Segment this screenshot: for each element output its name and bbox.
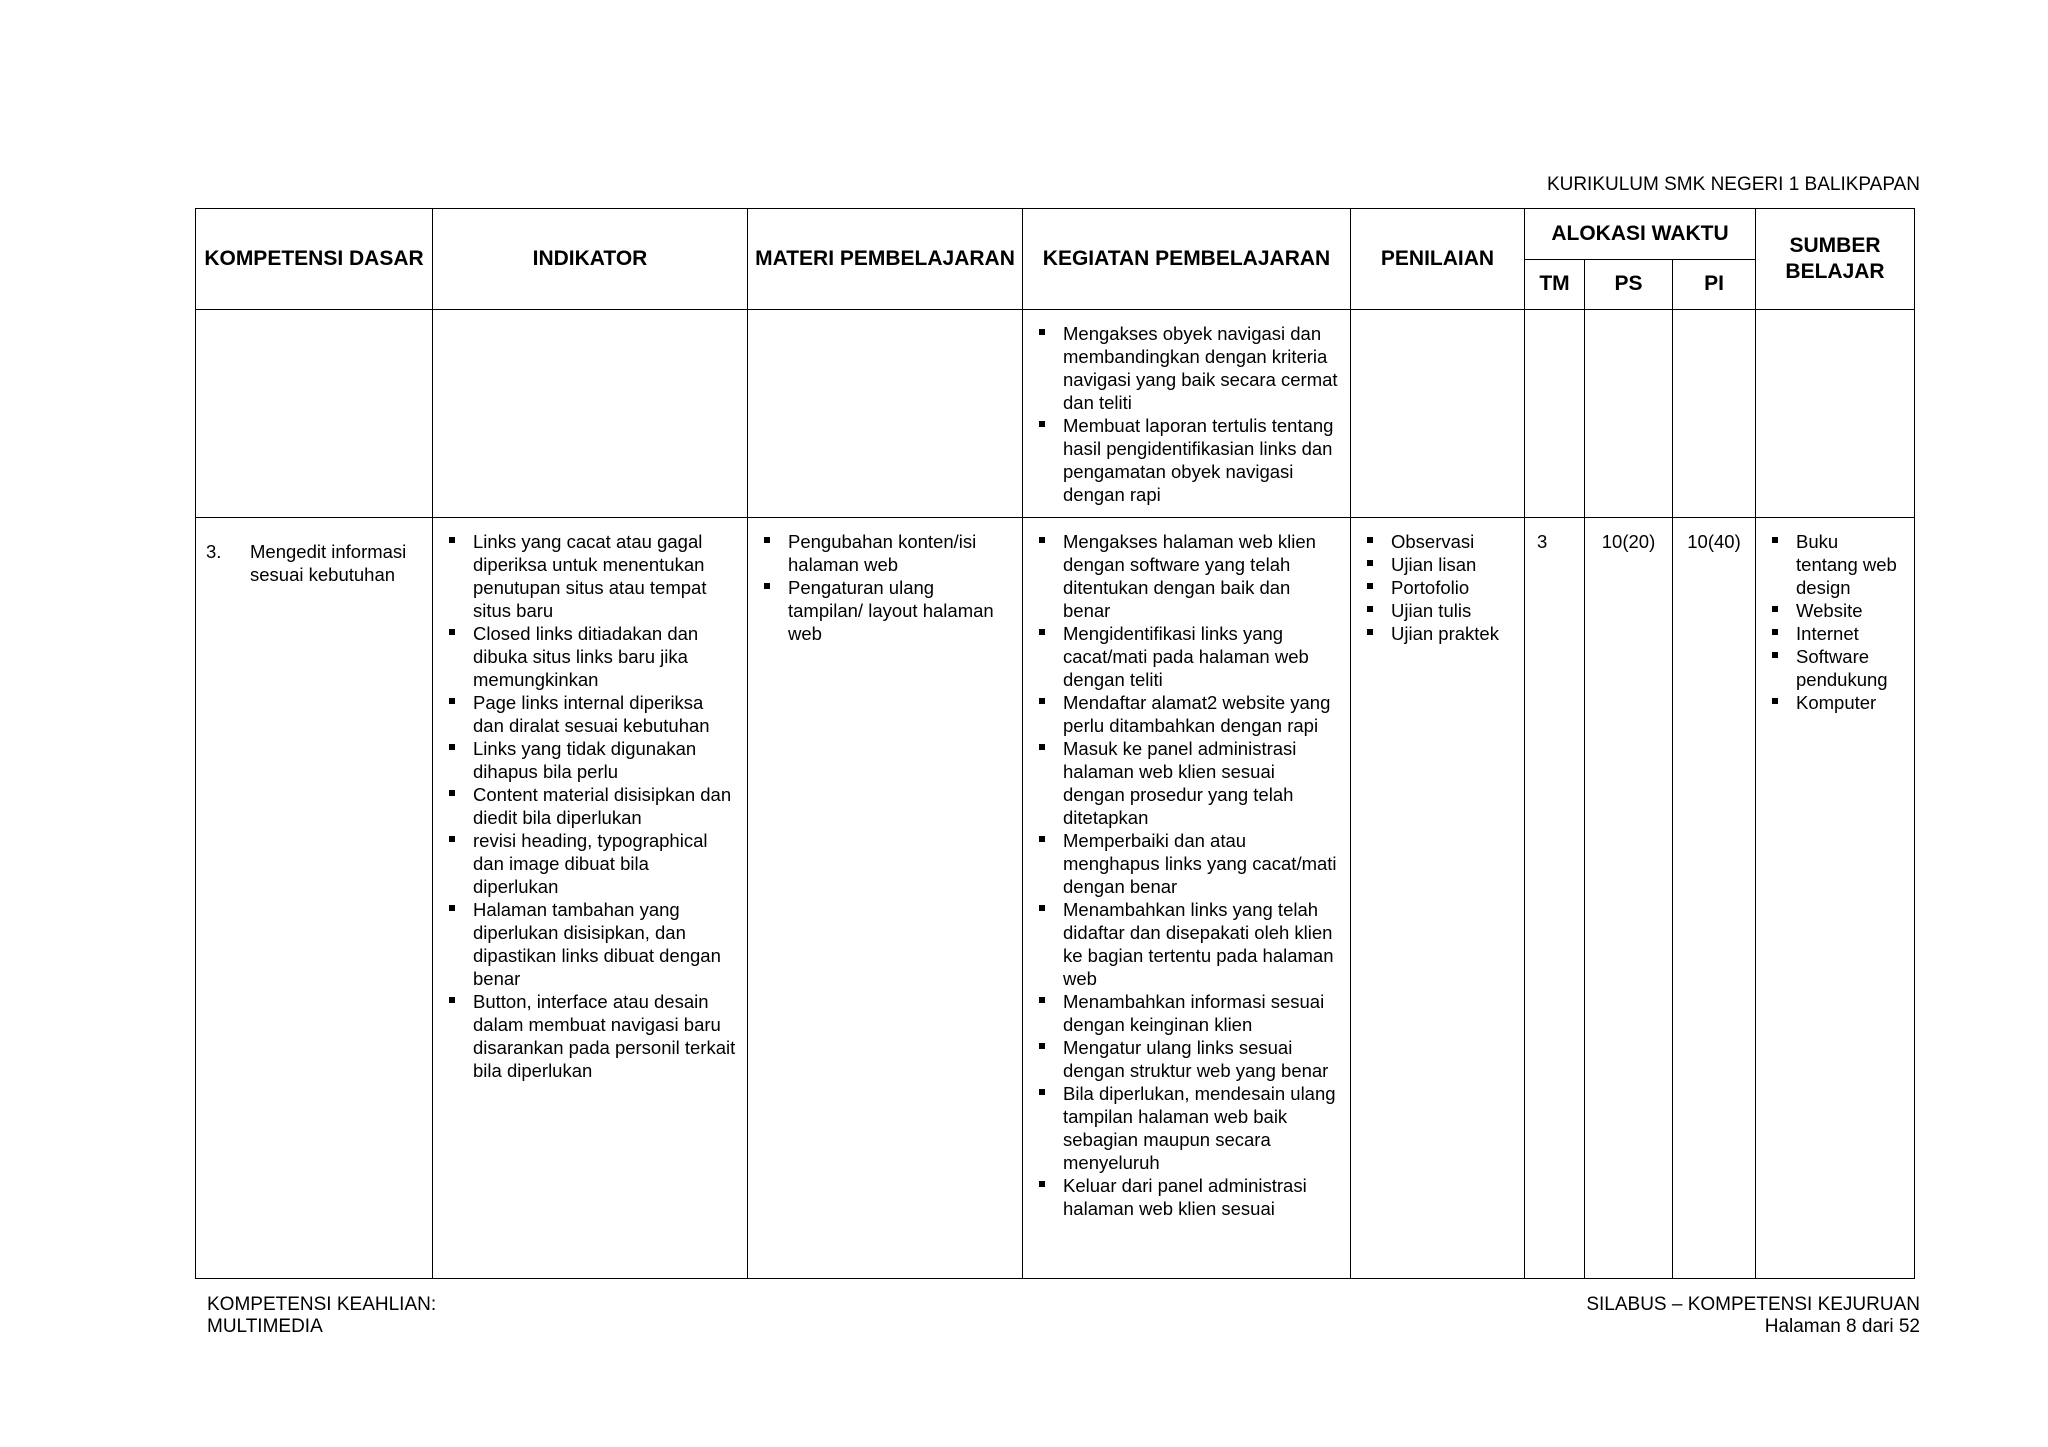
list-item: Content material disisipkan dan diedit bila diperlukan — [443, 783, 737, 829]
materi-list — [758, 530, 1012, 645]
list-item: Website — [1766, 599, 1904, 622]
header-ps: PS — [1585, 259, 1673, 310]
pi-value: 10(40) — [1687, 531, 1741, 552]
cell-materi — [748, 518, 1023, 1279]
list-item: revisi heading, typographical dan image dibuat bila diperlukan — [443, 829, 737, 898]
list-item: Links yang cacat atau gagal diperiksa untuk menentukan penutupan situs atau tempat situs baru — [443, 530, 737, 622]
cell-empty — [433, 310, 748, 518]
cell-indikator — [433, 518, 748, 1279]
list-item: Software pendukung — [1766, 645, 1904, 691]
list-item: Ujian lisan — [1361, 553, 1514, 576]
tm-value: 3 — [1537, 531, 1548, 552]
cell-sumber-belajar — [1756, 518, 1915, 1279]
cell-empty — [1351, 310, 1525, 518]
penilaian-list — [1361, 530, 1514, 645]
header-kegiatan: KEGIATAN PEMBELAJARAN — [1023, 209, 1351, 310]
footer-silabus — [1586, 1294, 1920, 1338]
cell-ps — [1585, 518, 1673, 1279]
header-indikator: INDIKATOR — [433, 209, 748, 310]
sumber-list — [1766, 530, 1904, 714]
list-item: Bila diperlukan, mendesain ulang tampilan halaman web baik sebagian maupun secara menyeluruh — [1033, 1082, 1340, 1174]
list-item: Mengatur ulang links sesuai dengan struktur web yang benar — [1033, 1036, 1340, 1082]
list-item: Komputer — [1766, 691, 1904, 714]
list-item: Pengaturan ulang tampilan/ layout halaman web — [758, 576, 1012, 645]
list-item: Pengubahan konten/isi halaman web — [758, 530, 1012, 576]
kegiatan-continued-list — [1033, 322, 1340, 506]
header-penilaian: PENILAIAN — [1351, 209, 1525, 310]
kd-text: Mengedit informasi sesuai kebutuhan — [250, 541, 407, 585]
header-materi: MATERI PEMBELAJARAN — [748, 209, 1023, 310]
list-item: Mengidentifikasi links yang cacat/mati pada halaman web dengan teliti — [1033, 622, 1340, 691]
list-item: Observasi — [1361, 530, 1514, 553]
list-item: Page links internal diperiksa dan diralat sesuai kebutuhan — [443, 691, 737, 737]
cell-kegiatan — [1023, 518, 1351, 1279]
ps-value: 10(20) — [1601, 531, 1656, 552]
header-kompetensi-dasar: KOMPETENSI DASAR — [196, 209, 433, 310]
list-item: Keluar dari panel administrasi halaman web klien sesuai — [1033, 1174, 1340, 1220]
list-item: Mengakses halaman web klien dengan software yang telah ditentukan dengan baik dan benar — [1033, 530, 1340, 622]
footer-label: KOMPETENSI KEAHLIAN: — [207, 1294, 437, 1315]
cell-empty — [1525, 310, 1585, 518]
footer-program: MULTIMEDIA — [207, 1316, 323, 1337]
cell-kegiatan-continued — [1023, 310, 1351, 518]
header-sumber-belajar: SUMBER BELAJAR — [1756, 209, 1915, 310]
cell-empty — [1673, 310, 1756, 518]
list-item: Ujian praktek — [1361, 622, 1514, 645]
cell-empty — [1756, 310, 1915, 518]
cell-penilaian — [1351, 518, 1525, 1279]
cell-empty — [1585, 310, 1673, 518]
list-item: Halaman tambahan yang diperlukan disisipkan, dan dipastikan links dibuat dengan benar — [443, 898, 737, 990]
list-item: Portofolio — [1361, 576, 1514, 599]
list-item: Memperbaiki dan atau menghapus links yang cacat/mati dengan benar — [1033, 829, 1340, 898]
kegiatan-list — [1033, 530, 1340, 1220]
list-item: Menambahkan links yang telah didaftar dan disepakati oleh klien ke bagian tertentu pada halaman web — [1033, 898, 1340, 990]
list-item: Ujian tulis — [1361, 599, 1514, 622]
list-item: Mengakses obyek navigasi dan membandingkan dengan kriteria navigasi yang baik secara cermat dan teliti — [1033, 322, 1340, 414]
cell-tm — [1525, 518, 1585, 1279]
cell-kompetensi-dasar — [196, 518, 433, 1279]
page-number: Halaman 8 dari 52 — [1764, 1316, 1920, 1337]
page-header-institution: KURIKULUM SMK NEGERI 1 BALIKPAPAN — [1546, 174, 1920, 195]
list-item: Menambahkan informasi sesuai dengan keinginan klien — [1033, 990, 1340, 1036]
indikator-list — [443, 530, 737, 1082]
cell-empty — [196, 310, 433, 518]
footer-document-title: SILABUS – KOMPETENSI KEJURUAN — [1586, 1294, 1920, 1315]
list-item: Masuk ke panel administrasi halaman web klien sesuai dengan prosedur yang telah ditetapkan — [1033, 737, 1340, 829]
kd-number: 3. — [206, 541, 222, 562]
table-row-continued — [196, 310, 1915, 518]
cell-pi — [1673, 518, 1756, 1279]
cell-empty — [748, 310, 1023, 518]
header-pi: PI — [1673, 259, 1756, 310]
list-item: Mendaftar alamat2 website yang perlu ditambahkan dengan rapi — [1033, 691, 1340, 737]
footer-kompetensi-keahlian — [207, 1294, 436, 1338]
list-item: Buku tentang web design — [1766, 530, 1904, 599]
list-item: Links yang tidak digunakan dihapus bila perlu — [443, 737, 737, 783]
list-item: Internet — [1766, 622, 1904, 645]
header-alokasi-waktu: ALOKASI WAKTU — [1525, 209, 1756, 260]
table-row — [196, 518, 1915, 1279]
syllabus-table — [195, 208, 1915, 1279]
header-tm: TM — [1525, 259, 1585, 310]
list-item: Membuat laporan tertulis tentang hasil pengidentifikasian links dan pengamatan obyek navigasi dengan rapi — [1033, 414, 1340, 506]
list-item: Button, interface atau desain dalam membuat navigasi baru disarankan pada personil terkait bila diperlukan — [443, 990, 737, 1082]
list-item: Closed links ditiadakan dan dibuka situs links baru jika memungkinkan — [443, 622, 737, 691]
